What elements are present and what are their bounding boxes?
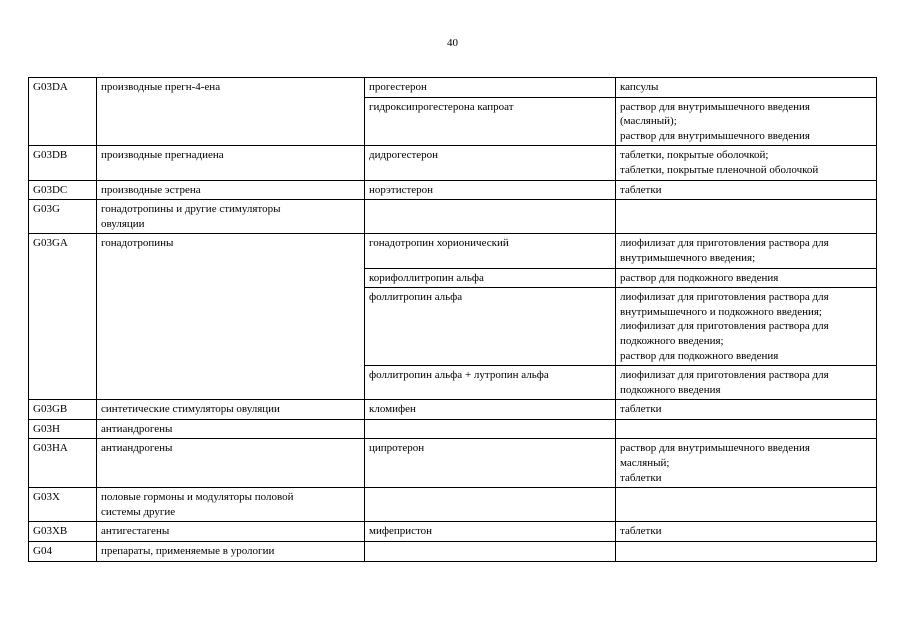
atc-code-cell: G03DA [29, 78, 97, 146]
dosage-form-cell [616, 522, 877, 542]
drug-name-cell [365, 200, 616, 234]
dosage-form-line: раствор для подкожного введения [620, 349, 779, 362]
dosage-form-cell [616, 146, 877, 180]
dosage-form-cell [616, 180, 877, 200]
group-name-cell: антиандрогены [97, 419, 365, 439]
drug-name-cell: гидроксипрогестерона капроат [365, 97, 616, 146]
dosage-form-line: лиофилизат для приготовления раствора для [620, 237, 829, 250]
dosage-form-line: подкожного введения; [620, 334, 724, 347]
dosage-form-cell [616, 234, 877, 268]
dosage-form-line: раствор для внутримышечного введения [620, 100, 810, 113]
group-name-cell [97, 200, 365, 234]
table-row [29, 78, 877, 98]
drug-name-cell: фоллитропин альфа + лутропин альфа [365, 366, 616, 400]
group-name-cell [97, 488, 365, 522]
drug-name-cell [365, 488, 616, 522]
atc-code-cell: G03GA [29, 234, 97, 400]
dosage-form-line: лиофилизат для приготовления раствора для [620, 291, 829, 304]
atc-code-cell: G03DC [29, 180, 97, 200]
drug-name-cell: гонадотропин хорионический [365, 234, 616, 268]
dosage-form-line: таблетки [620, 403, 662, 416]
atc-code-cell: G03X [29, 488, 97, 522]
dosage-form-cell [616, 268, 877, 288]
table-row [29, 419, 877, 439]
dosage-form-line: таблетки [620, 183, 662, 196]
group-name-cell: гонадотропины [97, 234, 365, 400]
group-name-cell: производные прегнадиена [97, 146, 365, 180]
drug-name-cell: кломифен [365, 400, 616, 420]
dosage-form-line: таблетки, покрытые пленочной оболочкой [620, 163, 819, 176]
dosage-form-line: таблетки [620, 525, 662, 538]
group-name-cell: синтетические стимуляторы овуляции [97, 400, 365, 420]
table-row [29, 234, 877, 268]
dosage-form-line: таблетки, покрытые оболочкой; [620, 149, 769, 162]
table-row [29, 488, 877, 522]
drug-name-cell: ципротерон [365, 439, 616, 488]
dosage-form-cell [616, 366, 877, 400]
dosage-form-line: лиофилизат для приготовления раствора для [620, 320, 829, 333]
table-row [29, 522, 877, 542]
dosage-form-line: раствор для подкожного введения [620, 271, 779, 284]
atc-code-cell: G03GB [29, 400, 97, 420]
dosage-form-cell [616, 288, 877, 366]
dosage-form-line: капсулы [620, 81, 659, 93]
group-name-line: овуляции [101, 217, 145, 230]
page-number: 40 [447, 37, 458, 49]
table-row [29, 146, 877, 180]
group-name-line: половые гормоны и модуляторы половой [101, 491, 294, 504]
atc-code-cell: G03XB [29, 522, 97, 542]
atc-code-cell: G03HA [29, 439, 97, 488]
dosage-form-cell [616, 419, 877, 439]
dosage-form-cell [616, 488, 877, 522]
dosage-form-cell [616, 97, 877, 146]
group-name-line: системы другие [101, 505, 176, 518]
dosage-form-cell [616, 542, 877, 562]
atc-code-cell: G04 [29, 542, 97, 562]
dosage-form-line: раствор для внутримышечного введения [620, 442, 810, 455]
dosage-form-line: лиофилизат для приготовления раствора для [620, 369, 829, 382]
drug-name-cell: фоллитропин альфа [365, 288, 616, 366]
atc-code-cell: G03G [29, 200, 97, 234]
drug-name-cell: прогестерон [365, 78, 616, 98]
dosage-form-cell [616, 78, 877, 98]
dosage-form-line: таблетки [620, 471, 662, 484]
drug-name-cell: мифепристон [365, 522, 616, 542]
drug-table [28, 77, 877, 562]
table-row [29, 180, 877, 200]
dosage-form-cell [616, 200, 877, 234]
group-name-cell: антиандрогены [97, 439, 365, 488]
group-name-cell: антигестагены [97, 522, 365, 542]
dosage-form-line: (масляный); [620, 115, 677, 128]
dosage-form-line: масляный; [620, 457, 670, 470]
table-row [29, 400, 877, 420]
drug-name-cell: норэтистерон [365, 180, 616, 200]
dosage-form-line: подкожного введения [620, 383, 721, 396]
dosage-form-line: внутримышечного введения; [620, 251, 756, 264]
drug-name-cell: корифоллитропин альфа [365, 268, 616, 288]
drug-name-cell [365, 542, 616, 562]
group-name-cell: производные эстрена [97, 180, 365, 200]
group-name-cell: препараты, применяемые в урологии [97, 542, 365, 562]
group-name-cell: производные прегн-4-ена [97, 78, 365, 146]
atc-code-cell: G03DB [29, 146, 97, 180]
atc-code-cell: G03H [29, 419, 97, 439]
table-row [29, 200, 877, 234]
drug-name-cell: дидрогестерон [365, 146, 616, 180]
dosage-form-line: раствор для внутримышечного введения [620, 129, 810, 142]
group-name-line: гонадотропины и другие стимуляторы [101, 203, 281, 216]
table-row [29, 542, 877, 562]
dosage-form-cell [616, 439, 877, 488]
dosage-form-line: внутримышечного и подкожного введения; [620, 305, 822, 318]
dosage-form-cell [616, 400, 877, 420]
drug-name-cell [365, 419, 616, 439]
table-row [29, 439, 877, 488]
